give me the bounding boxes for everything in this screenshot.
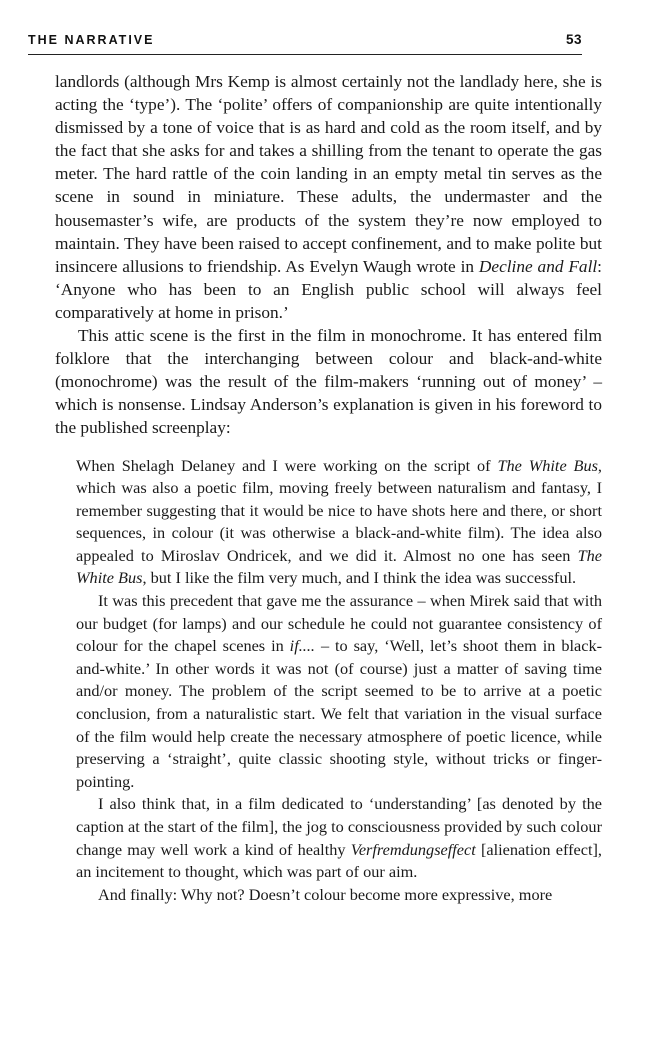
quote-paragraph: [76, 455, 602, 591]
text-run: , but I like the film very much, and I think the idea was successful.: [142, 568, 577, 588]
paragraph-continued: [55, 70, 602, 324]
text-run: , which was also a poetic film, moving freely between naturalism and fantasy, I remember suggesting that it would be nice to have shots here and there, or short sequences, in colour (it was otherwise a black-and-white film). The idea also appealed to Miroslav Ondricek, and we did it. Almost no one has seen: [76, 455, 602, 565]
header-rule: [28, 54, 582, 55]
film-title: The White Bus: [76, 545, 602, 588]
text-run: I also think that, in a film dedicated to ‘understanding’ [as denoted by the caption at the start of the film], the jog to consciousness provided by such colour change may well work a kind of healthy: [76, 794, 602, 859]
text-run: [alienation effect], an incitement to thought, which was part of our aim.: [76, 839, 602, 882]
film-title: if....: [289, 636, 316, 656]
text-run: landlords (although Mrs Kemp is almost certainly not the landlady here, she is acting the ‘type’). The ‘polite’ offers of companionship are quite intentionally dismissed by a tone of voice that is as hard and cold as the room itself, and by the fact that she asks for and takes a shilling from the tenant to operate the gas meter. The hard rattle of the coin landing in an empty metal tin serves as the scene in sound in miniature. These adults, the undermaster and the housemaster’s wife, are products of the system they’re now employed to maintain. They have been raised to accept confinement, and to make polite but insincere allusions to friendship. As Evelyn Waugh wrote in: [55, 72, 602, 276]
text-run: It was this precedent that gave me the assurance – when Mirek said that with our budget (for lamps) and our schedule he could not guarantee consistency of colour for the chapel scenes in: [76, 591, 602, 656]
block-quote: [76, 455, 602, 907]
page-number: 53: [565, 32, 582, 47]
quote-paragraph: [76, 590, 602, 793]
quote-paragraph: [76, 793, 602, 883]
running-head: [28, 32, 582, 47]
running-title: THE NARRATIVE: [28, 33, 155, 47]
foreign-term: Verfremdungseffect: [350, 839, 476, 859]
main-text: [55, 70, 602, 906]
paragraph: This attic scene is the first in the film in monochrome. It has entered film folklore that the interchanging between colour and black-and-white (monochrome) was the result of the film-makers ‘running out of money’ – which is nonsense. Lindsay Anderson’s explanation is given in his foreword to the published screenplay:: [55, 326, 602, 438]
text-run: : ‘Anyone who has been to an English public school will always feel comparatively at home in prison.’: [55, 256, 602, 322]
text-run: – to say, ‘Well, let’s shoot them in black-and-white.’ In other words it was not (of course) just a matter of saving time and/or money. The problem of the script seemed to be to arrive at a poetic conclusion, from a naturalistic start. We felt that variation in the visual surface of the film would help create the necessary atmosphere of poetic licence, while preserving a ‘straight’, quite classic shooting style, without tricks or finger-pointing.: [76, 636, 603, 791]
text-run: When Shelagh Delaney and I were working on the script of: [76, 455, 498, 475]
book-title: Decline and Fall: [478, 256, 598, 276]
film-title: The White Bus: [497, 455, 598, 475]
quote-paragraph: And finally: Why not? Doesn’t colour become more expressive, more: [98, 884, 553, 904]
